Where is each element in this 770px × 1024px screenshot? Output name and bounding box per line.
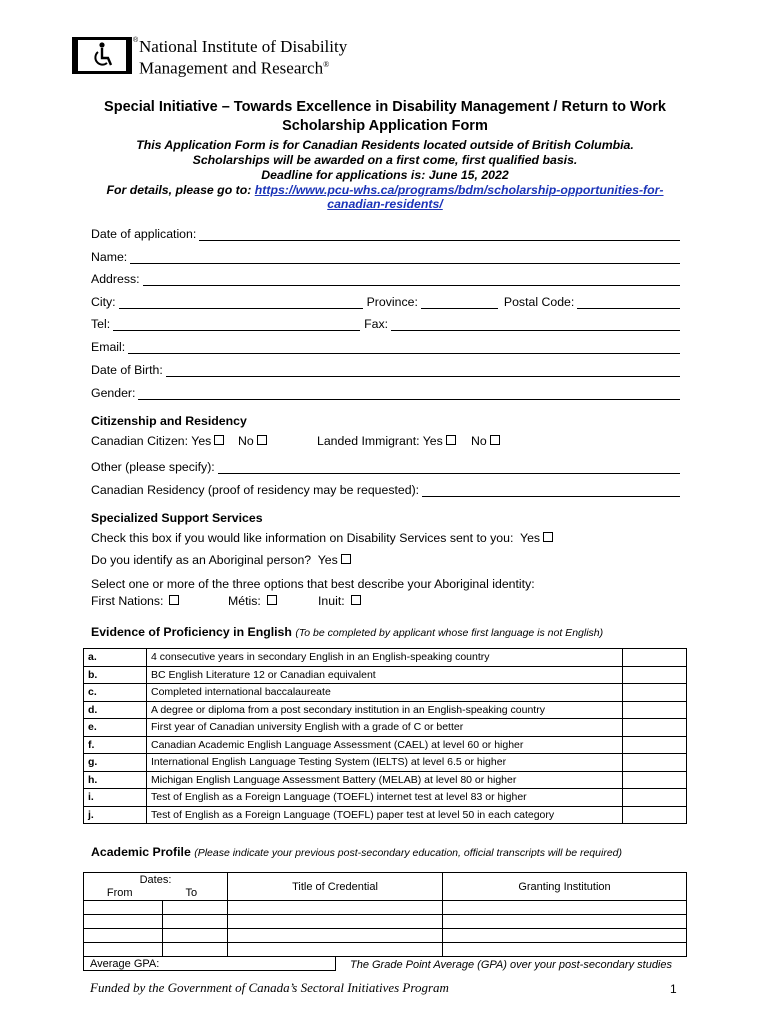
- academic-heading-row: [91, 845, 622, 859]
- aboriginal-identity-prompt: Select one or more of the three options that best describe your Aboriginal identity:: [91, 577, 535, 591]
- row-text: International English Language Testing System (IELTS) at level 6.5 or higher: [147, 754, 623, 772]
- dates-header: [84, 873, 228, 901]
- row-key: a.: [84, 649, 147, 667]
- canadian-citizen-label: Canadian Citizen: Yes: [91, 434, 212, 448]
- row-key: d.: [84, 701, 147, 719]
- institution-cell[interactable]: [443, 915, 687, 929]
- aboriginal-checkbox[interactable]: [341, 554, 351, 564]
- tel-field[interactable]: [113, 318, 360, 331]
- from-label: From: [106, 886, 133, 899]
- gender-field[interactable]: [138, 387, 680, 400]
- gpa-note: The Grade Point Average (GPA) over your post-secondary studies: [335, 957, 687, 971]
- first-nations-option: [91, 594, 179, 608]
- proficiency-heading: Evidence of Proficiency in English: [91, 625, 292, 639]
- metis-option: [228, 594, 277, 608]
- row-key: j.: [84, 806, 147, 824]
- table-row: [84, 771, 687, 789]
- first-nations-checkbox[interactable]: [169, 595, 179, 605]
- from-cell[interactable]: [84, 929, 163, 943]
- dob-field[interactable]: [166, 364, 680, 377]
- to-cell[interactable]: [163, 943, 228, 957]
- row-check-cell[interactable]: [623, 684, 687, 702]
- row-text: First year of Canadian university English with a grade of C or better: [147, 719, 623, 737]
- date-of-application-field[interactable]: [199, 228, 680, 241]
- table-row: [84, 806, 687, 824]
- funding-footer: Funded by the Government of Canada’s Sectoral Initiatives Program: [90, 980, 449, 995]
- org-name-line2: [139, 56, 347, 78]
- row-text: 4 consecutive years in secondary English in an English-speaking country: [147, 649, 623, 667]
- other-citizenship-field[interactable]: [218, 461, 680, 474]
- city-row: [91, 293, 680, 309]
- from-cell[interactable]: [84, 915, 163, 929]
- table-row: [84, 929, 687, 943]
- institution-cell[interactable]: [443, 943, 687, 957]
- email-row: [91, 338, 680, 354]
- org-name-line1: National Institute of Disability: [139, 37, 348, 56]
- from-cell[interactable]: [84, 943, 163, 957]
- citizenship-heading: Citizenship and Residency: [91, 414, 247, 428]
- credential-cell[interactable]: [228, 901, 443, 915]
- credential-cell[interactable]: [228, 943, 443, 957]
- row-check-cell[interactable]: [623, 719, 687, 737]
- academic-note: (Please indicate your previous post-secondary education, official transcripts will be required): [194, 847, 622, 859]
- proficiency-note: (To be completed by applicant whose first language is not English): [295, 627, 604, 639]
- fax-field[interactable]: [391, 318, 680, 331]
- city-label: City:: [91, 295, 116, 309]
- canadian-citizen-no: [238, 434, 267, 448]
- row-check-cell[interactable]: [623, 736, 687, 754]
- residency-label: Canadian Residency (proof of residency may be requested):: [91, 483, 420, 497]
- inuit-option: [318, 594, 361, 608]
- address-label: Address:: [91, 272, 140, 286]
- row-key: b.: [84, 666, 147, 684]
- logo-mark: [72, 37, 132, 74]
- name-label: Name:: [91, 250, 128, 264]
- landed-immigrant-no-label: No: [471, 434, 487, 448]
- wheelchair-icon: [72, 37, 132, 74]
- canadian-citizen-no-checkbox[interactable]: [257, 435, 267, 445]
- to-label: To: [185, 886, 198, 899]
- landed-immigrant-no: [471, 434, 500, 448]
- table-row: [84, 666, 687, 684]
- postal-code-field[interactable]: [577, 296, 680, 309]
- form-title-line2: Scholarship Application Form: [282, 118, 488, 134]
- academic-table: [83, 872, 687, 971]
- row-text: BC English Literature 12 or Canadian equivalent: [147, 666, 623, 684]
- row-key: i.: [84, 789, 147, 807]
- table-header-row: [84, 873, 687, 901]
- to-cell[interactable]: [163, 915, 228, 929]
- table-row: [84, 649, 687, 667]
- support-heading: Specialized Support Services: [91, 511, 263, 525]
- city-field[interactable]: [119, 296, 363, 309]
- address-field[interactable]: [143, 273, 680, 286]
- page-number: 1: [670, 982, 677, 996]
- date-of-application-row: [91, 225, 680, 241]
- fax-label: Fax:: [364, 317, 389, 331]
- landed-immigrant-no-checkbox[interactable]: [490, 435, 500, 445]
- gpa-row: [84, 957, 687, 971]
- other-citizenship-row: [91, 458, 680, 474]
- metis-label: Métis:: [228, 594, 261, 608]
- org-name-line2-text: Management and Research: [139, 58, 324, 78]
- name-field[interactable]: [130, 251, 680, 264]
- aboriginal-row: [91, 553, 351, 567]
- disability-info-checkbox[interactable]: [543, 532, 553, 542]
- row-check-cell[interactable]: [623, 789, 687, 807]
- gender-row: [91, 384, 680, 400]
- row-text: Michigan English Language Assessment Battery (MELAB) at level 80 or higher: [147, 771, 623, 789]
- other-citizenship-label: Other (please specify):: [91, 460, 215, 474]
- institution-header: Granting Institution: [443, 873, 687, 901]
- row-check-cell[interactable]: [623, 771, 687, 789]
- metis-checkbox[interactable]: [267, 595, 277, 605]
- from-cell[interactable]: [84, 901, 163, 915]
- to-cell[interactable]: [163, 929, 228, 943]
- proficiency-heading-row: [91, 625, 603, 639]
- institution-cell[interactable]: [443, 901, 687, 915]
- to-cell[interactable]: [163, 901, 228, 915]
- row-key: h.: [84, 771, 147, 789]
- row-text: Completed international baccalaureate: [147, 684, 623, 702]
- row-check-cell[interactable]: [623, 701, 687, 719]
- tel-row: [91, 315, 680, 331]
- dob-label: Date of Birth:: [91, 363, 163, 377]
- residency-field[interactable]: [422, 484, 680, 497]
- table-row: [84, 719, 687, 737]
- canadian-citizen-yes: [91, 434, 224, 448]
- table-row: [84, 915, 687, 929]
- row-text: Canadian Academic English Language Assessment (CAEL) at level 60 or higher: [147, 736, 623, 754]
- org-name-reg: ®: [323, 60, 330, 69]
- disability-info-label: Check this box if you would like information on Disability Services sent to you: Yes: [91, 531, 541, 545]
- email-field[interactable]: [128, 341, 680, 354]
- inuit-label: Inuit:: [318, 594, 345, 608]
- province-field[interactable]: [421, 296, 498, 309]
- first-nations-label: First Nations:: [91, 594, 164, 608]
- row-text: Test of English as a Foreign Language (TOEFL) paper test at level 50 in each category: [147, 806, 623, 824]
- credential-cell[interactable]: [228, 929, 443, 943]
- first-come-note: Scholarships will be awarded on a first come, first qualified basis.: [192, 153, 578, 167]
- canadian-citizen-yes-checkbox[interactable]: [214, 435, 224, 445]
- academic-heading: Academic Profile: [91, 845, 191, 859]
- aboriginal-label: Do you identify as an Aboriginal person? Yes: [91, 553, 338, 567]
- table-row: [84, 943, 687, 957]
- form-title-line1: Special Initiative – Towards Excellence in Disability Management / Return to Work: [104, 99, 666, 115]
- gpa-label: Average GPA:: [84, 957, 336, 971]
- details-line2: [60, 197, 710, 212]
- proficiency-table: [83, 648, 687, 824]
- row-key: c.: [84, 684, 147, 702]
- logo-registered-mark: ®: [133, 37, 139, 44]
- postal-code-label: Postal Code:: [503, 295, 575, 309]
- address-row: [91, 270, 680, 286]
- details-link[interactable]: https://www.pcu-whs.ca/programs/bdm/scholarship-opportunities-for-: [254, 183, 664, 197]
- dates-subheaders: [84, 887, 227, 900]
- landed-immigrant-yes-checkbox[interactable]: [446, 435, 456, 445]
- name-row: [91, 248, 680, 264]
- date-of-application-label: Date of application:: [91, 227, 197, 241]
- residency-row: [91, 481, 680, 497]
- row-check-cell[interactable]: [623, 754, 687, 772]
- disability-info-row: [91, 531, 553, 545]
- row-key: g.: [84, 754, 147, 772]
- deadline-note: Deadline for applications is: June 15, 2022: [261, 168, 509, 182]
- residency-note: This Application Form is for Canadian Residents located outside of British Columbia.: [136, 138, 634, 152]
- table-row: [84, 789, 687, 807]
- table-row: [84, 684, 687, 702]
- details-link-cont[interactable]: canadian-residents/: [327, 197, 443, 211]
- credential-header: Title of Credential: [228, 873, 443, 901]
- table-row: [84, 754, 687, 772]
- credential-cell[interactable]: [228, 915, 443, 929]
- canadian-citizen-no-label: No: [238, 434, 254, 448]
- details-label: For details, please go to:: [106, 183, 255, 197]
- table-row: [84, 736, 687, 754]
- email-label: Email:: [91, 340, 126, 354]
- table-row: [84, 701, 687, 719]
- row-key: e.: [84, 719, 147, 737]
- row-check-cell[interactable]: [623, 806, 687, 824]
- dates-label: Dates:: [139, 873, 172, 886]
- org-name: [139, 38, 347, 78]
- table-row: [84, 901, 687, 915]
- row-check-cell[interactable]: [623, 666, 687, 684]
- institution-cell[interactable]: [443, 929, 687, 943]
- details-line: [60, 183, 710, 198]
- row-text: Test of English as a Foreign Language (TOEFL) internet test at level 83 or higher: [147, 789, 623, 807]
- province-label: Province:: [366, 295, 418, 309]
- landed-immigrant-yes: [317, 434, 456, 448]
- row-text: A degree or diploma from a post secondary institution in an English-speaking country: [147, 701, 623, 719]
- gender-label: Gender:: [91, 386, 136, 400]
- row-check-cell[interactable]: [623, 649, 687, 667]
- inuit-checkbox[interactable]: [351, 595, 361, 605]
- landed-immigrant-label: Landed Immigrant: Yes: [317, 434, 443, 448]
- tel-label: Tel:: [91, 317, 111, 331]
- row-key: f.: [84, 736, 147, 754]
- dob-row: [91, 361, 680, 377]
